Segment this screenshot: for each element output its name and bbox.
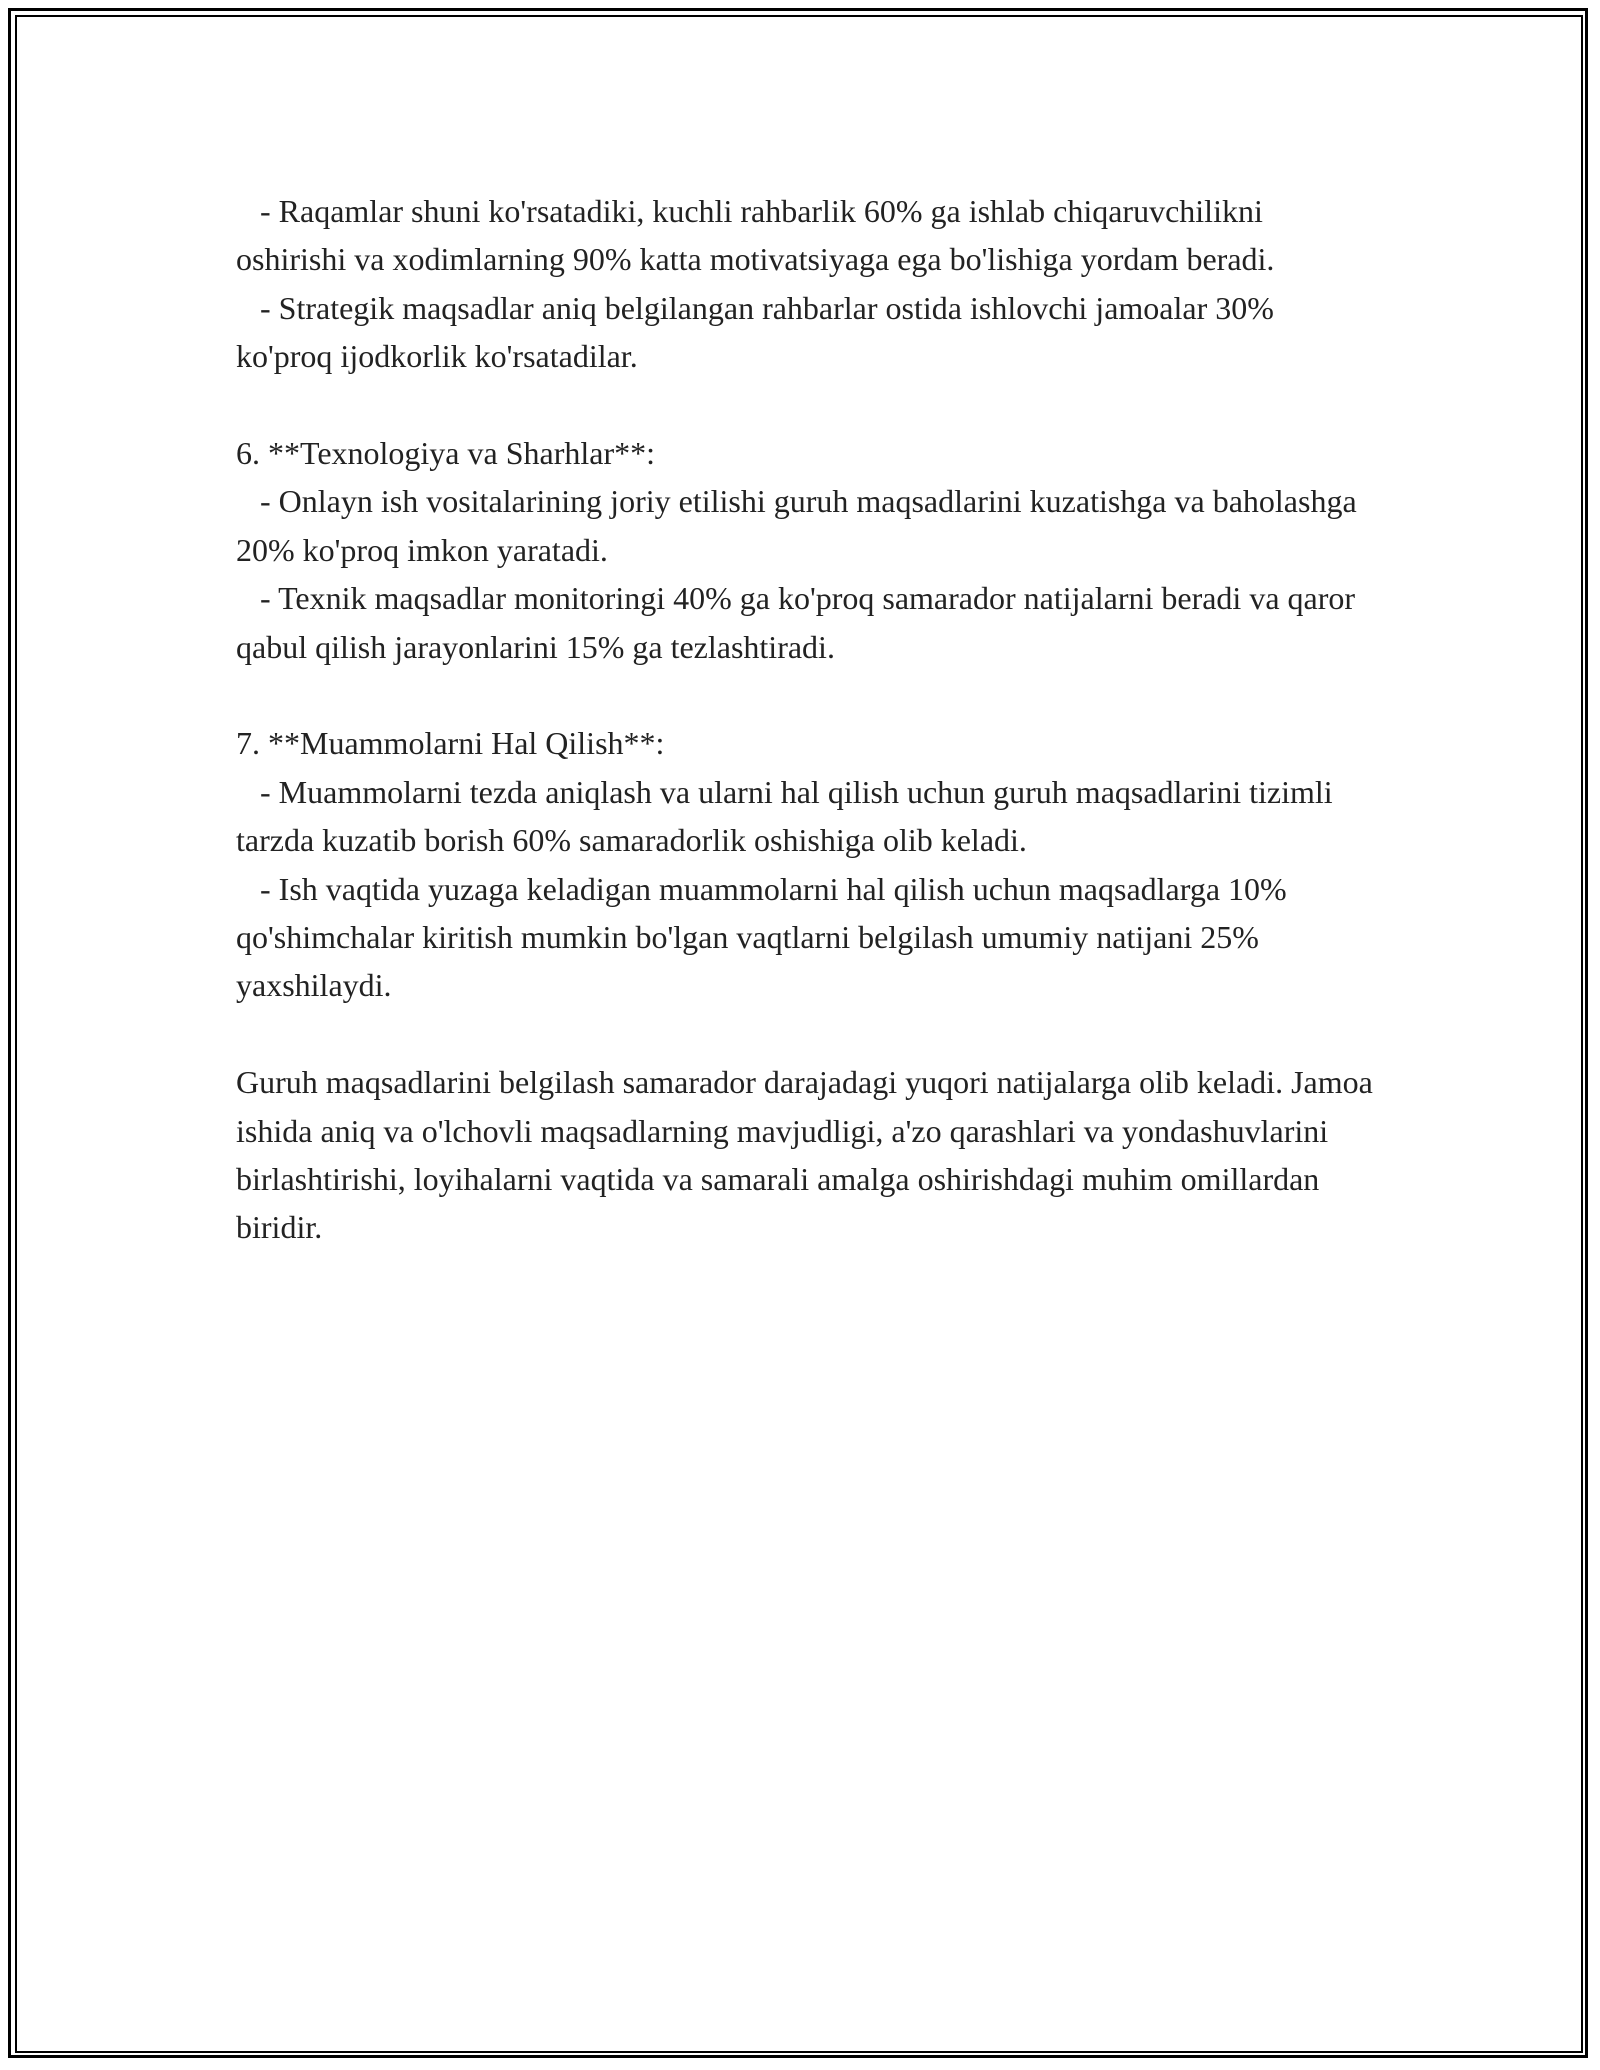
bullet-technical-monitoring: - Texnik maqsadlar monitoringi 40% ga ko'proq samarador natijalarni beradi va qaror qabul qilish jarayonlarini 15% ga tezlashtiradi. xyxy=(236,580,1364,665)
paragraph-gap xyxy=(236,671,1376,719)
bullet-online-tools: - Onlayn ish vositalarining joriy etilishi guruh maqsadlarini kuzatishga va baholashga 20% ko'proq imkon yaratadi. xyxy=(236,483,1365,568)
paragraph-gap xyxy=(236,381,1376,429)
bullet-problem-detection: - Muammolarni tezda aniqlash va ularni hal qilish uchun guruh maqsadlarini tizimli tarzda kuzatib borish 60% samaradorlik oshishiga olib keladi. xyxy=(236,773,1341,859)
document-body xyxy=(236,187,1381,1252)
bullet-leadership-stats: - Raqamlar shuni ko'rsatadiki, kuchli rahbarlik 60% ga ishlab chiqaruvchilikni oshirishi va xodimlarning 90% katta motivatsiyaga ega bo'lishiga yordam beradi. xyxy=(236,193,1275,278)
bullet-strategic-goals: - Strategik maqsadlar aniq belgilangan rahbarlar ostida ishlovchi jamoalar 30% ko'proq ijodkorlik ko'rsatadilar. xyxy=(236,289,1282,375)
section-heading-technology: 6. **Texnologiya va Sharhlar**: xyxy=(236,435,655,472)
conclusion-paragraph: Guruh maqsadlarini belgilash samarador darajadagi yuqori natijalarga olib keladi. Jamoa ishida aniq va o'lchovli maqsadlarning mavjudligi, a'zo qarashlari va yondashuvlarini birlashtirishi, loyihalarni vaqtida va samarali amalga oshirishdagi muhim omillardan biridir. xyxy=(236,1064,1381,1246)
bullet-problem-adjustments: - Ish vaqtida yuzaga keladigan muammolarni hal qilish uchun maqsadlarga 10% qo'shimchalar kiritish mumkin bo'lgan vaqtlarni belgilash umumiy natijani 25% yaxshilaydi. xyxy=(236,870,1295,1004)
paragraph-gap xyxy=(236,1010,1376,1058)
section-heading-problem-solving: 7. **Muammolarni Hal Qilish**: xyxy=(236,725,665,762)
